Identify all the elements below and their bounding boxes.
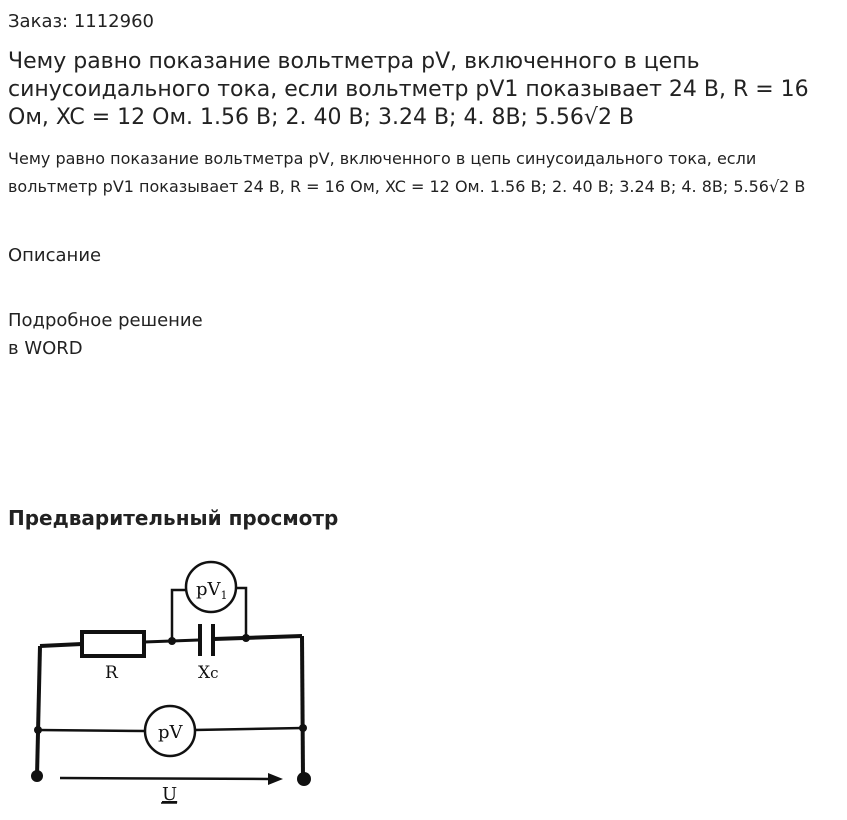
resistor — [82, 632, 144, 656]
wire-top-right — [214, 636, 302, 639]
preview-heading: Предварительный просмотр — [8, 506, 339, 530]
circuit-diagram — [0, 550, 340, 810]
description-line: Подробное решение — [8, 310, 203, 331]
junction-dot — [34, 726, 42, 734]
description-line: в WORD — [8, 338, 83, 359]
terminal-right — [297, 772, 311, 786]
description-heading: Описание — [8, 245, 102, 266]
voltage-arrow-head — [268, 773, 283, 785]
page-title: Чему равно показание вольтметра pV, включенного в цепь синусоидального тока, если вольтметр pV1 показывает 24 В, R = 16 Ом, XC = 12 Ом. 1.56 В; 2. 40 В; 3.24 В; 4. 8В; 5.56√2 В — [8, 49, 809, 130]
problem-text: Чему равно показание вольтметра pV, включенного в цепь синусоидального тока, если вольтметр pV1 показывает 24 В, R = 16 Ом, XC = 12 Ом. 1.56 В; 2. 40 В; 3.24 В; 4. 8В; 5.56√2 В — [8, 149, 806, 196]
wire-meter1-branch-left — [172, 590, 187, 641]
wire-meter-left — [38, 730, 145, 731]
wire-meter1-branch-right — [236, 588, 246, 638]
order-number: Заказ: 1112960 — [8, 11, 154, 32]
voltage-arrow — [60, 778, 270, 779]
meter-bottom-label: pV — [158, 722, 183, 743]
wire-left-vertical — [37, 646, 40, 776]
junction-dot — [168, 637, 176, 645]
resistor-label: R — [105, 663, 118, 683]
meter-top-label: $pV_1$ — [196, 579, 228, 602]
capacitor-label: Xc — [198, 663, 219, 683]
terminal-left — [31, 770, 43, 782]
junction-dot — [242, 634, 250, 642]
wire-meter-right — [194, 728, 303, 730]
voltage-label: U — [162, 784, 178, 805]
wire-top-left — [40, 644, 82, 646]
description-body — [8, 307, 203, 363]
wire-right-vertical — [302, 636, 303, 778]
junction-dot — [299, 724, 307, 732]
